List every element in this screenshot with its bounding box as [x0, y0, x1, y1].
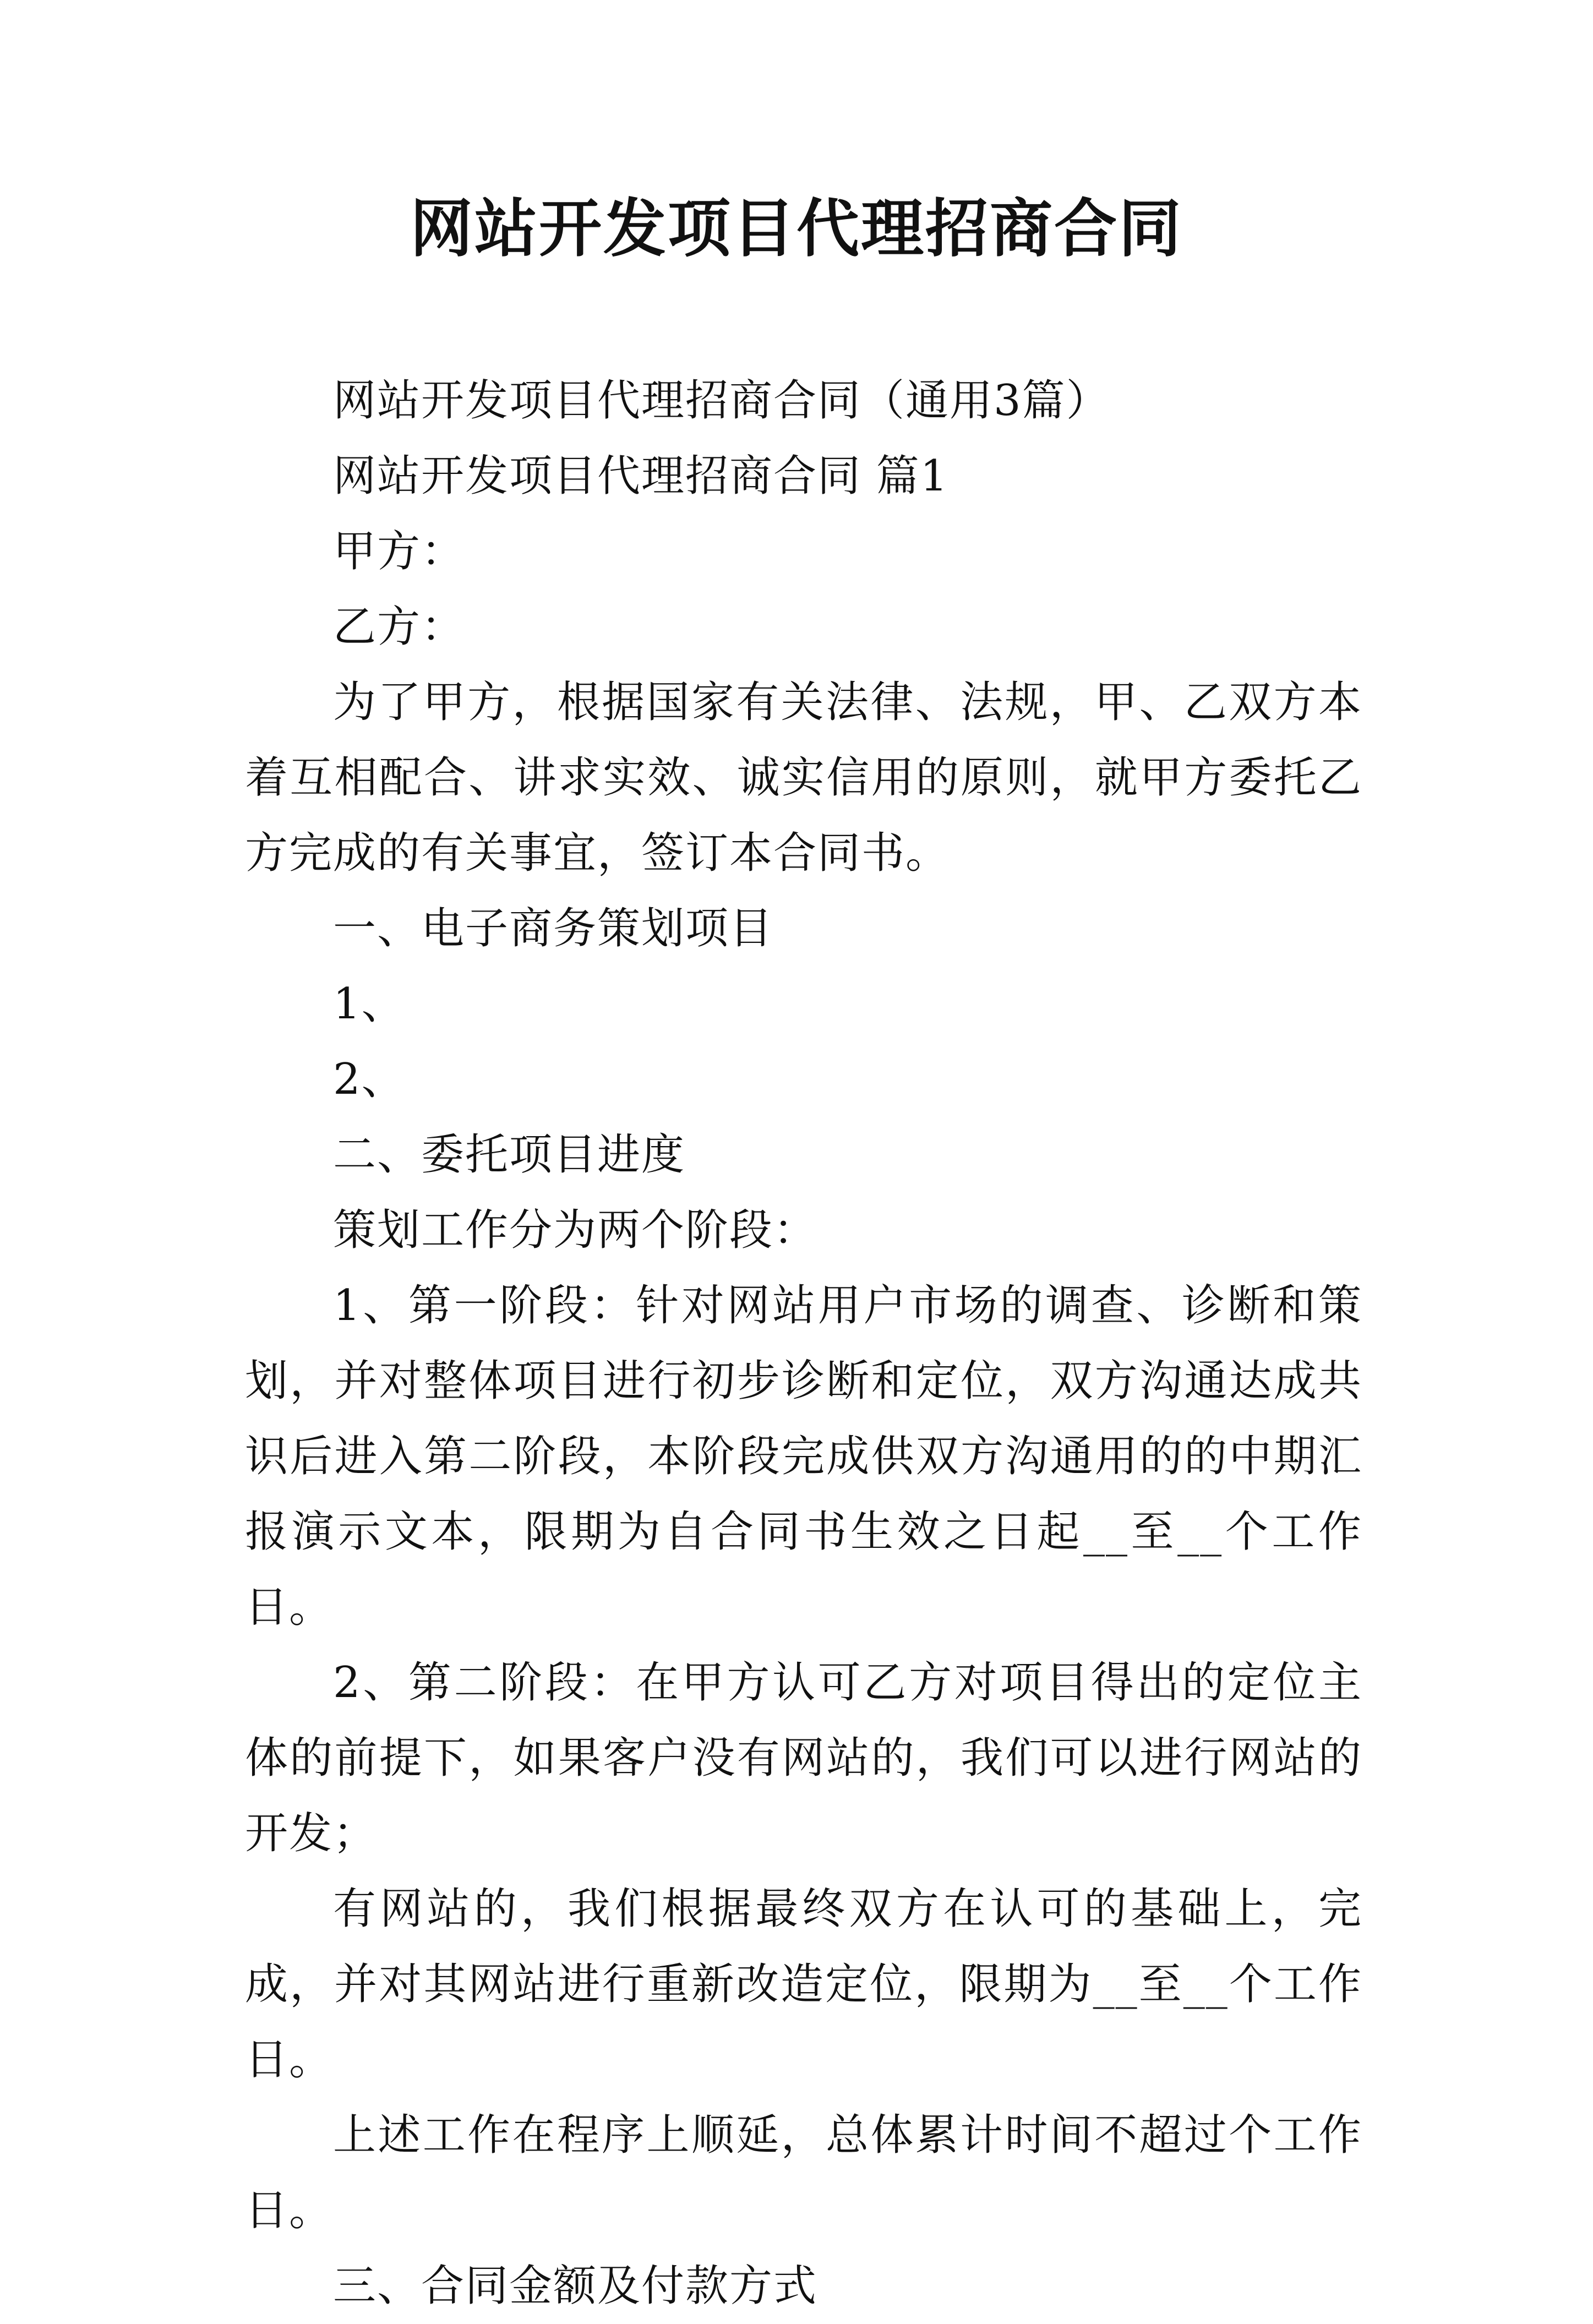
document-body	[245, 363, 1362, 2324]
clause-heading-3: 三、合同金额及付款方式	[333, 2261, 818, 2311]
schedule-note-paragraph: 上述工作在程序上顺延，总体累计时间不超过个工作日。	[245, 2110, 1362, 2235]
clause-heading-1: 一、电子商务策划项目	[333, 904, 774, 953]
document-title: 网站开发项目代理招商合同	[410, 192, 1183, 265]
party-b-paragraph: 乙方：	[333, 602, 466, 652]
clause-heading-2: 二、委托项目进度	[333, 1130, 686, 1180]
stage-1-paragraph: 1、第一阶段：针对网站用户市场的调查、诊断和策划，并对整体项目进行初步诊断和定位，双方沟通达成共识后进入第二阶段，本阶段完成供双方沟通用的的中期汇报演示文本，限期为自合同书生效之日起__至__个工作日。	[245, 1281, 1362, 1632]
list-item-1: 1、	[333, 979, 406, 1029]
list-item-2: 2、	[333, 1055, 406, 1104]
stage-2-paragraph: 2、第二阶段：在甲方认可乙方对项目得出的定位主体的前提下，如果客户没有网站的，我们可以进行网站的开发；	[245, 1658, 1362, 1858]
preamble-paragraph: 为了甲方，根据国家有关法律、法规，甲、乙双方本着互相配合、讲求实效、诚实信用的原则，就甲方委托乙方完成的有关事宜，签订本合同书。	[245, 678, 1362, 878]
section-heading-paragraph: 网站开发项目代理招商合同 篇1	[333, 451, 949, 501]
party-a-paragraph: 甲方：	[333, 527, 466, 576]
stage-2-continued-paragraph: 有网站的，我们根据最终双方在认可的基础上，完成，并对其网站进行重新改造定位，限期为__至__个工作日。	[245, 1884, 1362, 2085]
subtitle-paragraph: 网站开发项目代理招商合同（通用3篇）	[333, 376, 1110, 425]
stage-intro-paragraph: 策划工作分为两个阶段：	[333, 1205, 818, 1255]
